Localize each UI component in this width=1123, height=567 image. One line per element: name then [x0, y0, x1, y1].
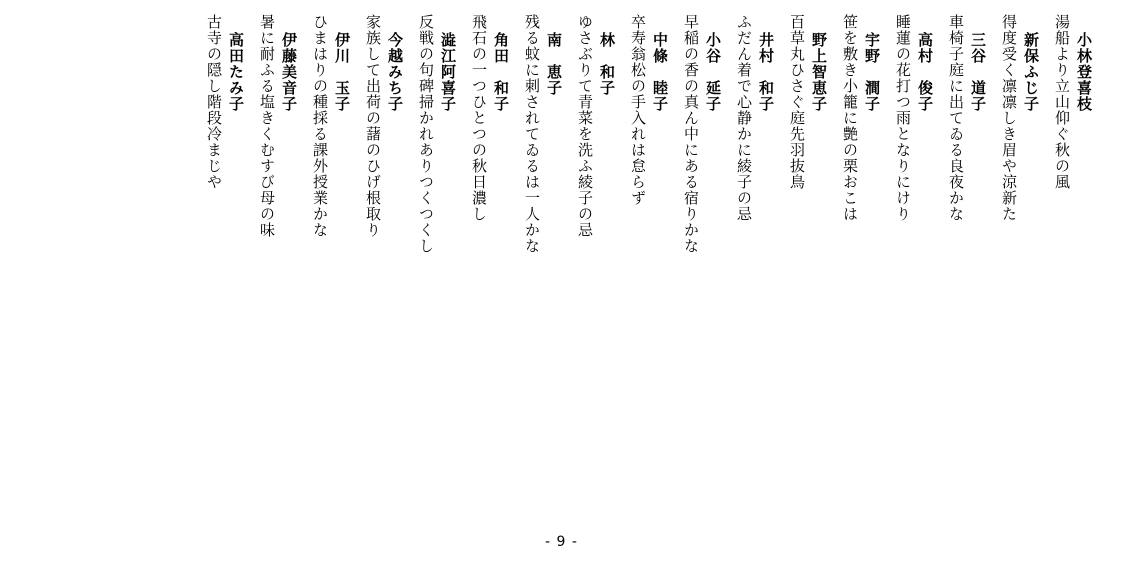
haiku-entry [310, 14, 351, 238]
haiku-entry [628, 14, 669, 206]
page-number: - 9 - [545, 534, 578, 550]
haiku-author: 小谷 延子 [704, 32, 722, 112]
haiku-author: 角田 和子 [492, 32, 510, 112]
haiku-entry [469, 14, 510, 222]
haiku-author: 新保ふじ子 [1022, 32, 1040, 112]
haiku-author: 井村 和子 [757, 32, 775, 112]
haiku-entry [893, 14, 934, 222]
haiku-text: 早稲の香の真ん中にある宿りかな [682, 14, 700, 254]
haiku-author: 南 恵子 [545, 32, 563, 96]
haiku-author: 澁江阿喜子 [439, 32, 457, 112]
haiku-entry [575, 14, 616, 238]
haiku-text: ひまはりの種採る課外授業かな [311, 14, 329, 238]
haiku-entry [1052, 14, 1093, 190]
haiku-author: 宇野 澗子 [863, 32, 881, 112]
haiku-entry [946, 14, 987, 222]
haiku-author: 高村 俊子 [916, 32, 934, 112]
haiku-entry [204, 14, 245, 190]
haiku-entry [522, 14, 563, 254]
haiku-text: 古寺の隠し階段冷まじや [205, 14, 223, 190]
haiku-entry [787, 14, 828, 190]
haiku-entry [734, 14, 775, 222]
haiku-author: 今越みち子 [386, 32, 404, 112]
haiku-text: 百草丸ひさぐ庭先羽抜鳥 [788, 14, 806, 190]
haiku-author: 林 和子 [598, 32, 616, 96]
haiku-entry [363, 14, 404, 238]
haiku-text: ふだん着で心静かに綾子の忌 [735, 14, 753, 222]
haiku-text: 車椅子庭に出てゐる良夜かな [947, 14, 965, 222]
haiku-text: 家族して出荷の藷のひげ根取り [364, 14, 382, 238]
haiku-entry [999, 14, 1040, 222]
haiku-author: 三谷 道子 [969, 32, 987, 112]
haiku-author: 小林登喜枝 [1075, 32, 1093, 112]
haiku-text: 得度受く凛凛しき眉や涼新た [1000, 14, 1018, 222]
haiku-text: 残る蚊に刺されてゐるは一人かな [523, 14, 541, 254]
haiku-entry [257, 14, 298, 238]
haiku-text: 湯船より立山仰ぐ秋の風 [1053, 14, 1071, 190]
haiku-author: 中條 睦子 [651, 32, 669, 112]
haiku-author: 伊川 玉子 [333, 32, 351, 112]
haiku-text: 卒寿翁松の手入れは怠らず [629, 14, 647, 206]
haiku-entry [840, 14, 881, 222]
haiku-entry [681, 14, 722, 254]
haiku-text: 暑に耐ふる塩きくむすび母の味 [258, 14, 276, 238]
haiku-text: 笹を敷き小籠に艶の栗おこは [841, 14, 859, 222]
haiku-columns [192, 14, 1093, 514]
haiku-author: 高田たみ子 [227, 32, 245, 112]
haiku-author: 野上智恵子 [810, 32, 828, 112]
haiku-text: 反戦の句碑掃かれありつくつくし [417, 14, 435, 254]
haiku-author: 伊藤美音子 [280, 32, 298, 112]
haiku-text: ゆさぶりて青菜を洗ふ綾子の忌 [576, 14, 594, 238]
haiku-text: 睡蓮の花打つ雨となりにけり [894, 14, 912, 222]
haiku-entry [416, 14, 457, 254]
haiku-text: 飛石の一つひとつの秋日濃し [470, 14, 488, 222]
